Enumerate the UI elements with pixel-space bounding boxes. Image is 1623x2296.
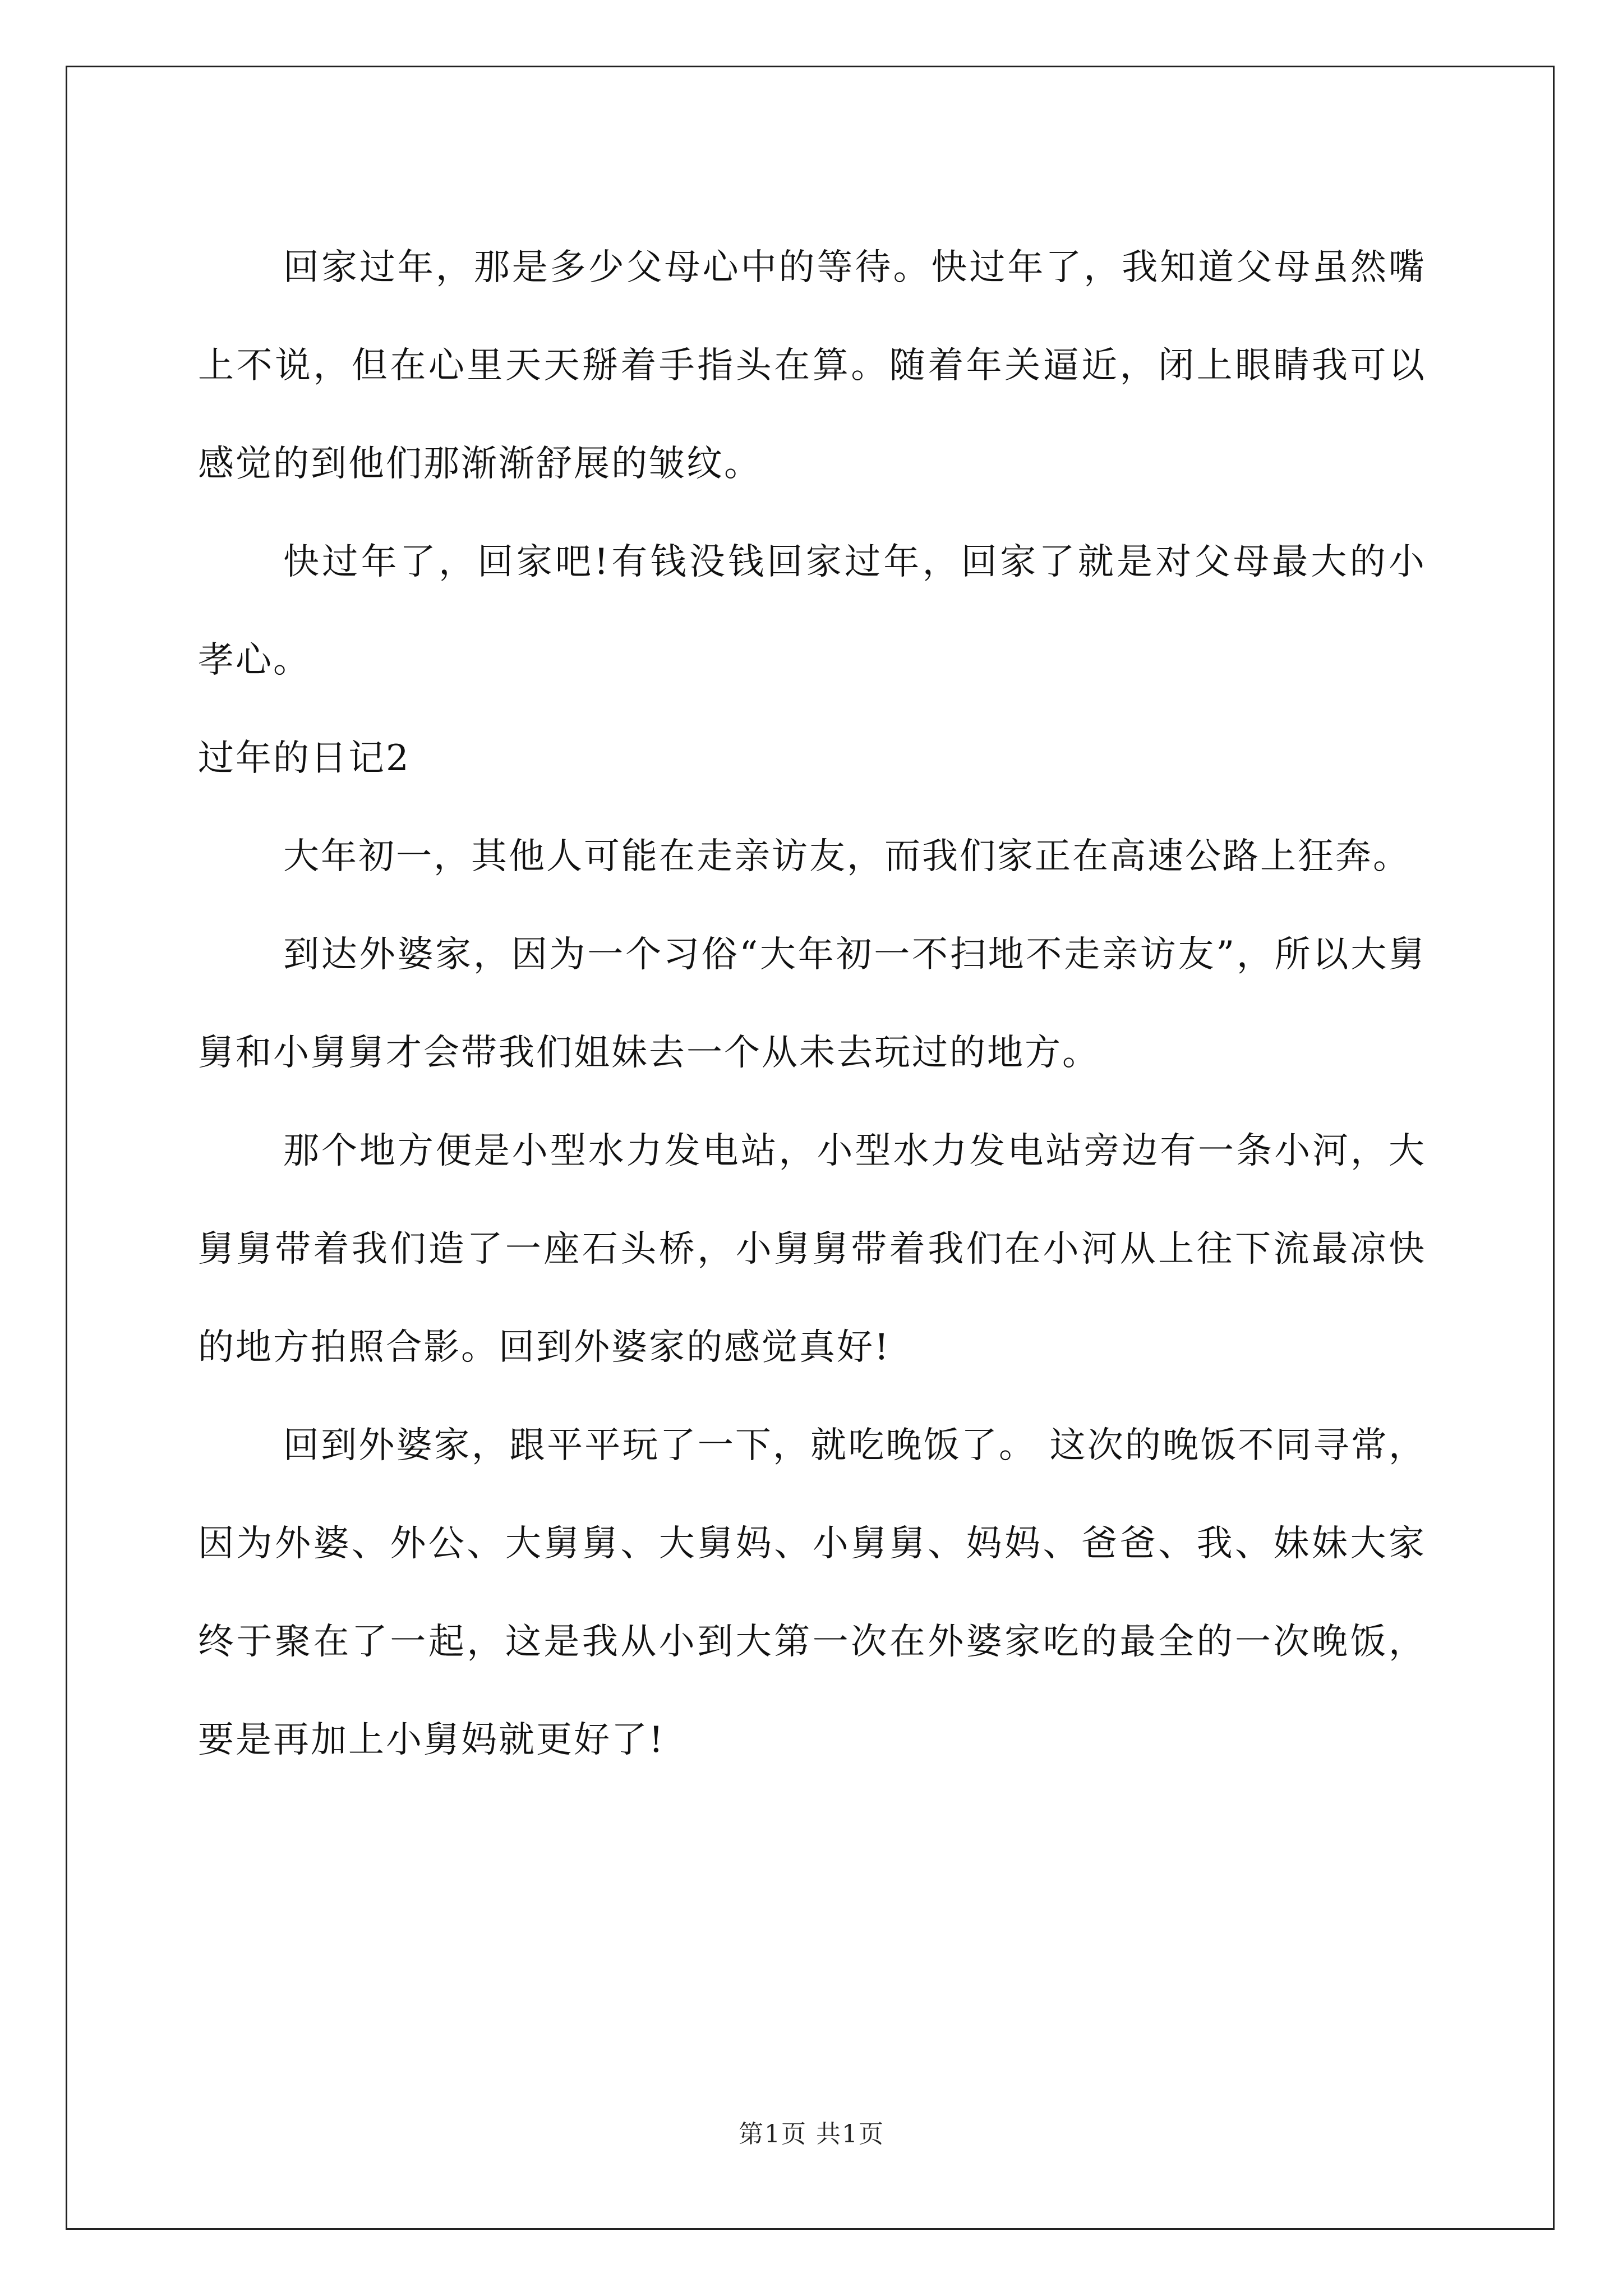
document-body xyxy=(198,219,1426,1789)
paragraph: 大年初一，其他人可能在走亲访友，而我们家正在高速公路上狂奔。 xyxy=(283,836,1410,877)
page-number-footer: 第1页 共1页 xyxy=(739,2120,884,2148)
paragraph: 回到外婆家，跟平平玩了一下，就吃晚饭了。 这次的晚饭不同寻常，因为外婆、外公、大舅舅、大舅妈、小舅舅、妈妈、爸爸、我、妹妹大家终于聚在了一起，这是我从小到大第一次在外婆家吃的最全的一次晚饭，要是再加上小舅妈就更好了! xyxy=(198,1425,1426,1761)
paragraph: 回家过年，那是多少父母心中的等待。快过年了，我知道父母虽然嘴上不说，但在心里天天掰着手指头在算。随着年关逼近，闭上眼睛我可以感觉的到他们那渐渐舒展的皱纹。 xyxy=(198,247,1426,485)
paragraph: 到达外婆家，因为一个习俗“大年初一不扫地不走亲访友”，所以大舅舅和小舅舅才会带我们姐妹去一个从未去玩过的地方。 xyxy=(198,934,1426,1074)
paragraph: 快过年了，回家吧!有钱没钱回家过年，回家了就是对父母最大的小孝心。 xyxy=(198,541,1426,681)
section-heading: 过年的日记2 xyxy=(198,738,411,779)
paragraph: 那个地方便是小型水力发电站，小型水力发电站旁边有一条小河，大舅舅带着我们造了一座石头桥，小舅舅带着我们在小河从上往下流最凉快的地方拍照合影。回到外婆家的感觉真好! xyxy=(198,1130,1426,1368)
